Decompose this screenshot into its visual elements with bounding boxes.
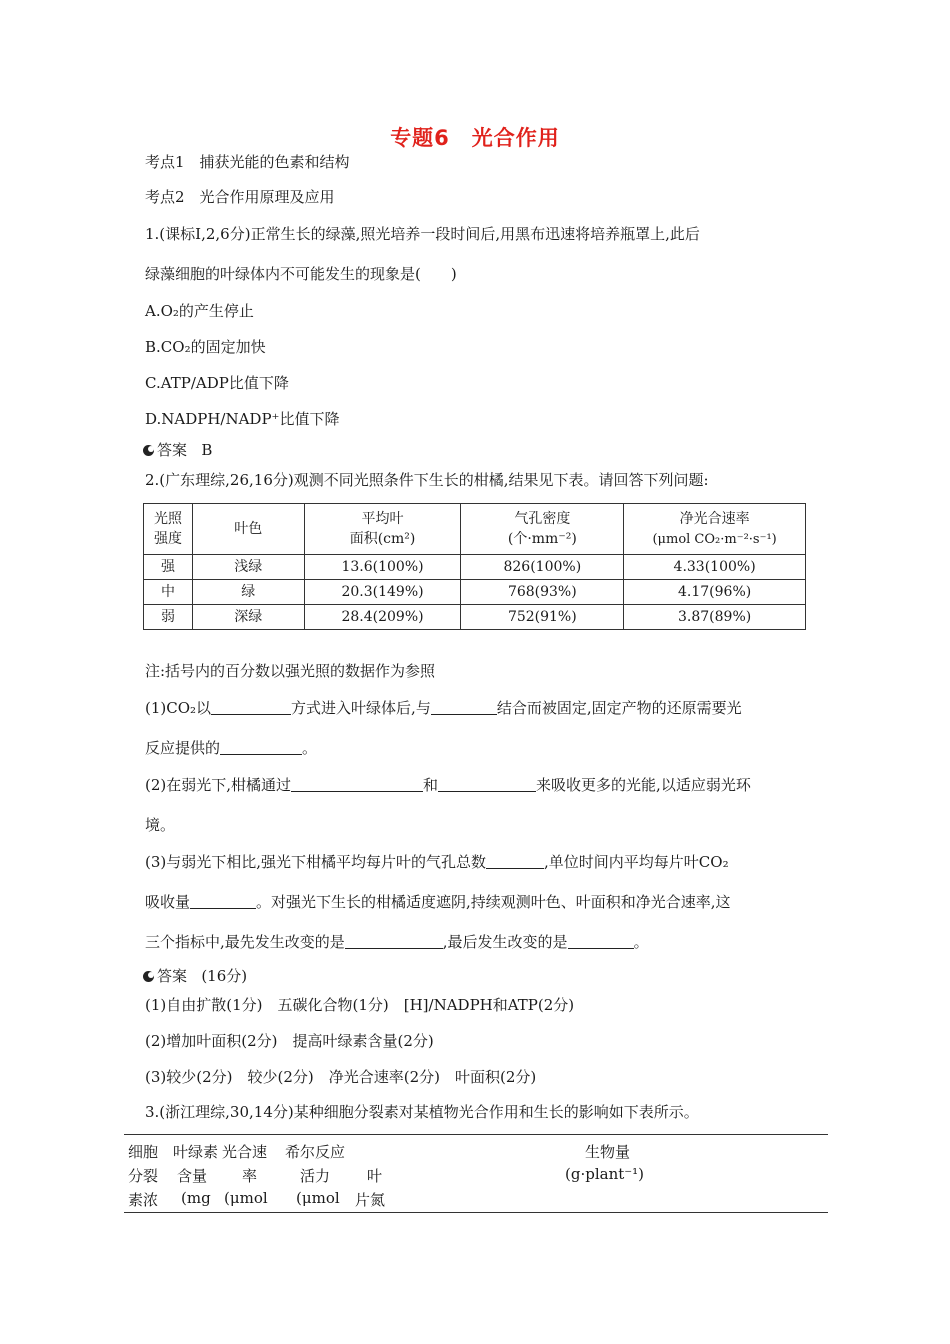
q2-part3-line1: (3)与弱光下相比,强光下柑橘平均每片叶的气孔总数 ,单位时间内平均每片叶CO₂ <box>145 853 729 871</box>
q2-table-note: 注:括号内的百分数以强光照的数据作为参照 <box>145 662 436 680</box>
q2-part2-line1: (2)在弱光下,柑橘通过 和 来吸收更多的光能,以适应弱光环 <box>145 776 751 794</box>
answer-blank[interactable] <box>431 700 497 715</box>
header-cell: 光照 强度 <box>144 504 193 555</box>
q1-stem-line2: 绿藻细胞的叶绿体内不可能发生的现象是( ) <box>145 265 457 283</box>
table-cell: 768(93%) <box>461 580 624 605</box>
answer-value: B <box>201 441 213 459</box>
table-row <box>144 555 806 580</box>
answer-blank[interactable] <box>345 934 443 949</box>
q3-stem: 3.(浙江理综,30,14分)某种细胞分裂素对某植物光合作用和生长的影响如下表所示。 <box>145 1103 699 1121</box>
header-cell: 平均叶 面积(cm²) <box>304 504 461 555</box>
table-header-row <box>144 504 806 555</box>
q2-part3-line2: 吸收量 。对强光下生长的柑橘适度遮阴,持续观测叶色、叶面积和净光合速率,这 <box>145 893 731 911</box>
q2-answer-header: 答案 (16分) <box>143 966 247 986</box>
table-cell: 752(91%) <box>461 605 624 630</box>
q2-part2-line2: 境。 <box>145 816 176 834</box>
table-cell: 光合速 <box>222 1143 268 1161</box>
table-cell: 希尔反应 <box>285 1143 346 1161</box>
table-cell: 826(100%) <box>461 555 624 580</box>
q1-option-c: C.ATP/ADP比值下降 <box>145 374 289 392</box>
answer-blank[interactable] <box>220 740 302 755</box>
table-cell: 深绿 <box>192 605 304 630</box>
q2-data-table <box>143 503 806 630</box>
q2-answer-1: (1)自由扩散(1分) 五碳化合物(1分) [H]/NADPH和ATP(2分) <box>145 996 575 1014</box>
table-cell: 素浓 <box>128 1191 159 1209</box>
table-cell: 含量 <box>177 1167 208 1185</box>
q1-answer <box>143 440 212 460</box>
table-cell: 中 <box>144 580 193 605</box>
section-heading-1: 考点1 捕获光能的色素和结构 <box>145 153 350 171</box>
q2-part1-line2: 反应提供的 。 <box>145 739 318 757</box>
table-cell: (mg <box>181 1189 211 1207</box>
table-cell: 4.33(100%) <box>624 555 806 580</box>
table-cell: 分裂 <box>128 1167 159 1185</box>
answer-label: 答案 <box>157 441 188 459</box>
table-cell: 叶 <box>367 1167 383 1185</box>
table-cell: 弱 <box>144 605 193 630</box>
q2-part1-line1: (1)CO₂以 方式进入叶绿体后,与 结合而被固定,固定产物的还原需要光 <box>145 699 742 717</box>
q2-part3-line3: 三个指标中,最先发生改变的是 ,最后发生改变的是 。 <box>145 933 649 951</box>
q1-option-b: B.CO₂的固定加快 <box>145 338 266 356</box>
header-cell: 气孔密度 (个·mm⁻²) <box>461 504 624 555</box>
q2-stem: 2.(广东理综,26,16分)观测不同光照条件下生长的柑橘,结果见下表。请回答下列问题: <box>145 471 709 489</box>
q1-option-a: A.O₂的产生停止 <box>145 302 254 320</box>
answer-blank[interactable] <box>291 777 423 792</box>
table-cell: 3.87(89%) <box>624 605 806 630</box>
table-cell: 片氮 <box>355 1191 386 1209</box>
table-cell: (g·plant⁻¹) <box>565 1165 645 1183</box>
table-cell: 绿 <box>192 580 304 605</box>
table-cell: 细胞 <box>128 1143 159 1161</box>
table-cell: 13.6(100%) <box>304 555 461 580</box>
section-heading-2: 考点2 光合作用原理及应用 <box>145 188 335 206</box>
table-row <box>144 605 806 630</box>
table-cell: 率 <box>242 1167 258 1185</box>
table-cell: 生物量 <box>585 1143 631 1161</box>
table-cell: (μmol <box>296 1189 340 1207</box>
answer-blank[interactable] <box>568 934 634 949</box>
page-title: 专题6 光合作用 <box>390 126 560 150</box>
table-cell: 28.4(209%) <box>304 605 461 630</box>
answer-marker-icon <box>143 445 154 456</box>
table-cell: 强 <box>144 555 193 580</box>
table-cell: (μmol <box>224 1189 268 1207</box>
table-cell: 叶绿素 <box>173 1143 219 1161</box>
answer-blank[interactable] <box>486 854 544 869</box>
table-cell: 活力 <box>300 1167 331 1185</box>
q3-data-table <box>124 1134 828 1213</box>
answer-marker-icon <box>143 971 154 982</box>
q2-answer-2: (2)增加叶面积(2分) 提高叶绿素含量(2分) <box>145 1032 434 1050</box>
header-cell: 叶色 <box>192 504 304 555</box>
q1-stem-line1: 1.(课标Ⅰ,2,6分)正常生长的绿藻,照光培养一段时间后,用黑布迅速将培养瓶罩上,此后 <box>145 225 700 243</box>
header-cell: 净光合速率 (μmol CO₂·m⁻²·s⁻¹) <box>624 504 806 555</box>
q2-answer-3: (3)较少(2分) 较少(2分) 净光合速率(2分) 叶面积(2分) <box>145 1068 537 1086</box>
table-cell: 浅绿 <box>192 555 304 580</box>
answer-blank[interactable] <box>211 700 291 715</box>
table-cell: 4.17(96%) <box>624 580 806 605</box>
q1-option-d: D.NADPH/NADP⁺比值下降 <box>145 410 340 428</box>
answer-blank[interactable] <box>190 894 256 909</box>
answer-blank[interactable] <box>438 777 536 792</box>
table-cell: 20.3(149%) <box>304 580 461 605</box>
table-row <box>144 580 806 605</box>
